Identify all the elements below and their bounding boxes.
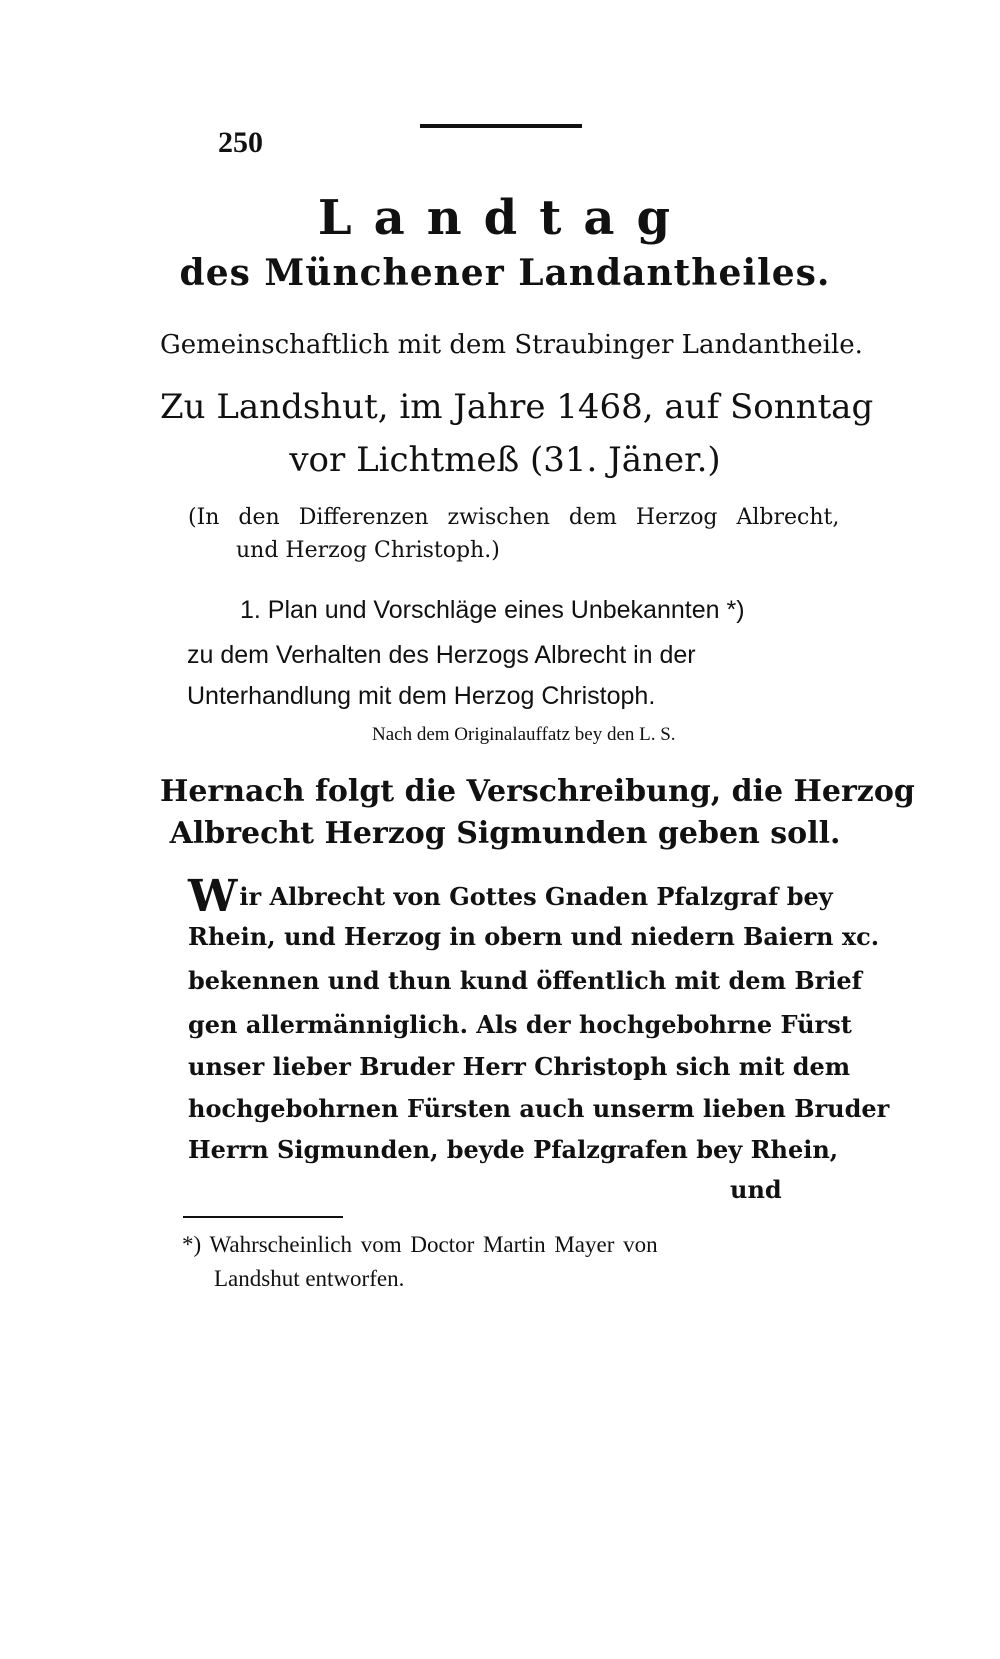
header-rule (420, 124, 582, 128)
footnote-line-1: *) Wahrscheinlich vom Doctor Martin Mayer von (182, 1232, 658, 1257)
note-line-2: und Herzog Christoph.) (236, 538, 500, 563)
body-line-1-text: ir Albrecht von Gottes Gnaden Pfalzgraf bey (239, 882, 833, 911)
page-number: 250 (218, 126, 263, 159)
title-main: Landtag (317, 190, 693, 246)
note-line-1: (In den Differenzen zwischen dem Herzog Albrecht, (188, 505, 840, 530)
body-line-3: bekennen und thun kund öffentlich mit dem Brief (188, 966, 862, 995)
drop-cap: W (188, 871, 238, 922)
place-date-line-2: vor Lichtmeß (31. Jäner.) (289, 440, 721, 480)
footnote-rule (183, 1216, 343, 1218)
body-line-6: hochgebohrnen Fürsten auch unserm lieben Bruder (188, 1094, 890, 1123)
body-line-4: gen allermänniglich. Als der hochgebohrne Fürst (188, 1010, 852, 1039)
document-heading-line-1: 1. Plan und Vorschläge eines Unbekannten *) (240, 596, 745, 624)
source-note: Nach dem Originalauffatz bey den L. S. (372, 724, 676, 745)
body-line-5: unser lieber Bruder Herr Christoph sich mit dem (188, 1052, 851, 1081)
title-subtitle-2: Gemeinschaftlich mit dem Straubinger Landantheile. (160, 330, 863, 360)
section-heading-line-2: Albrecht Herzog Sigmunden geben soll. (169, 816, 841, 851)
body-line-7: Herrn Sigmunden, beyde Pfalzgrafen bey Rhein, (188, 1135, 839, 1164)
document-heading-line-3: Unterhandlung mit dem Herzog Christoph. (187, 682, 656, 710)
place-date-line-1: Zu Landshut, im Jahre 1468, auf Sonntag (160, 387, 874, 427)
title-subtitle: des Münchener Landantheiles. (179, 252, 831, 294)
body-line-1 (188, 871, 833, 922)
section-heading-line-1: Hernach folgt die Verschreibung, die Herzog (160, 774, 915, 809)
footnote-line-2: Landshut entworfen. (214, 1266, 405, 1291)
document-heading-line-2: zu dem Verhalten des Herzogs Albrecht in der (187, 641, 696, 669)
catchword: und (730, 1175, 782, 1204)
body-line-2: Rhein, und Herzog in obern und niedern Baiern xc. (188, 922, 880, 951)
